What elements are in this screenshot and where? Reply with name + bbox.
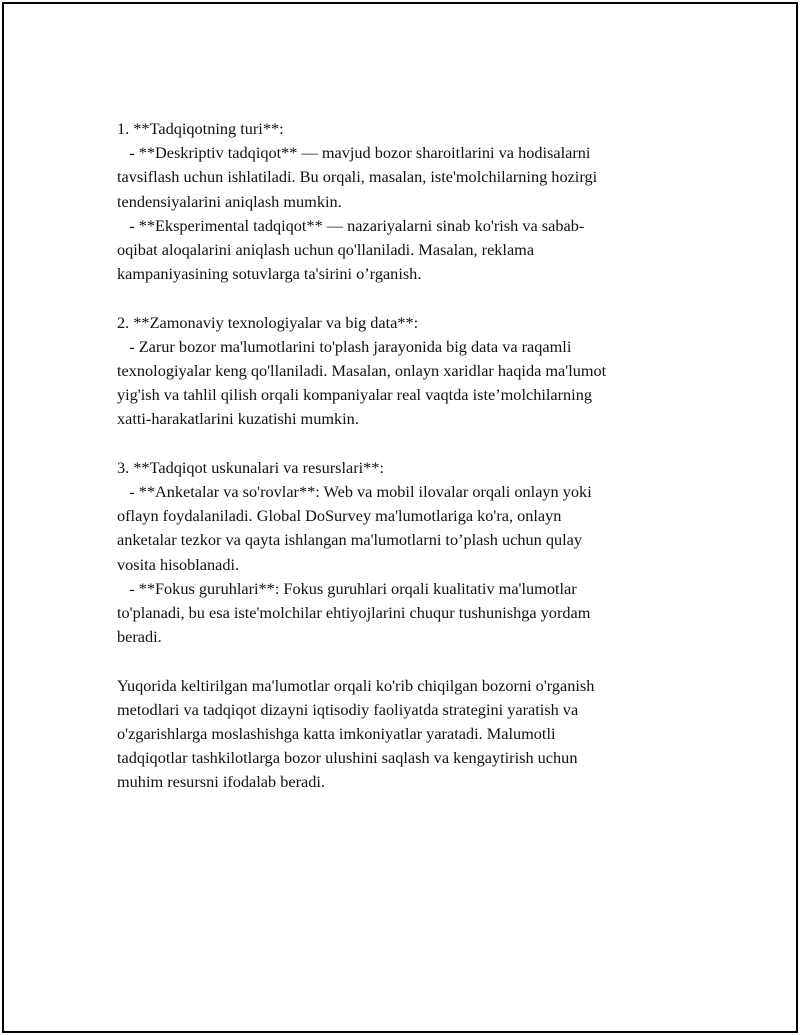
text-line: 1. **Tadqiqotning turi**: (117, 119, 284, 138)
text-line: oflayn foydalaniladi. Global DoSurvey ma'lumotlariga ko'ra, onlayn (117, 506, 562, 526)
text-line: kampaniyasining sotuvlarga ta'sirini o’rganish. (117, 264, 422, 284)
text-line: tavsiflash uchun ishlatiladi. Bu orqali, masalan, iste'molchilarning hozirgi (117, 167, 598, 187)
paragraph-gap (117, 432, 687, 456)
text-line: - **Eksperimental tadqiqot** — nazariyalarni sinab ko'rish va sabab- (117, 215, 585, 235)
text-line: beradi. (117, 627, 162, 647)
text-line: oqibat aloqalarini aniqlash uchun qo'llaniladi. Masalan, reklama (117, 240, 535, 260)
text-line: tendensiyalarini aniqlash mumkin. (117, 191, 342, 211)
section-conclusion (117, 674, 687, 795)
section-modern-technologies (117, 311, 687, 432)
text-line: yig'ish va tahlil qilish orqali kompaniyalar real vaqtda iste’molchilarning (117, 385, 592, 405)
text-line: anketalar tezkor va qayta ishlangan ma'lumotlarni to’plash uchun qulay (117, 530, 582, 550)
text-line: vosita hisoblanadi. (117, 554, 240, 574)
paragraph-gap (117, 649, 687, 673)
text-line: - **Deskriptiv tadqiqot** — mavjud bozor sharoitlarini va hodisalarni (117, 143, 591, 163)
text-line: to'planadi, bu esa iste'molchilar ehtiyojlarini chuqur tushunishga yordam (117, 603, 591, 623)
document-body (117, 117, 687, 795)
text-line: muhim resursni ifodalab beradi. (117, 772, 325, 792)
paragraph-gap (117, 286, 687, 310)
text-line: - Zarur bozor ma'lumotlarini to'plash jarayonida big data va raqamli (117, 336, 572, 356)
section-research-tools (117, 456, 687, 650)
text-line: - **Fokus guruhlari**: Fokus guruhlari orqali kualitativ ma'lumotlar (117, 578, 577, 598)
text-line: texnologiyalar keng qo'llaniladi. Masalan, onlayn xaridlar haqida ma'lumot (117, 361, 607, 381)
section-research-type (117, 117, 687, 286)
text-line: 2. **Zamonaviy texnologiyalar va big data**: (117, 312, 419, 332)
text-line: metodlari va tadqiqot dizayni iqtisodiy faoliyatda strategini yaratish va (117, 699, 579, 719)
text-line: Yuqorida keltirilgan ma'lumotlar orqali ko'rib chiqilgan bozorni o'rganish (117, 675, 595, 695)
text-line: tadqiqotlar tashkilotlarga bozor ulushini saqlash va kengaytirish uchun (117, 748, 578, 768)
text-line: - **Anketalar va so'rovlar**: Web va mobil ilovalar orqali onlayn yoki (117, 482, 592, 502)
text-line: 3. **Tadqiqot uskunalari va resurslari**: (117, 457, 384, 477)
text-line: o'zgarishlarga moslashishga katta imkoniyatlar yaratadi. Malumotli (117, 724, 556, 744)
text-line: xatti-harakatlarini kuzatishi mumkin. (117, 409, 359, 429)
